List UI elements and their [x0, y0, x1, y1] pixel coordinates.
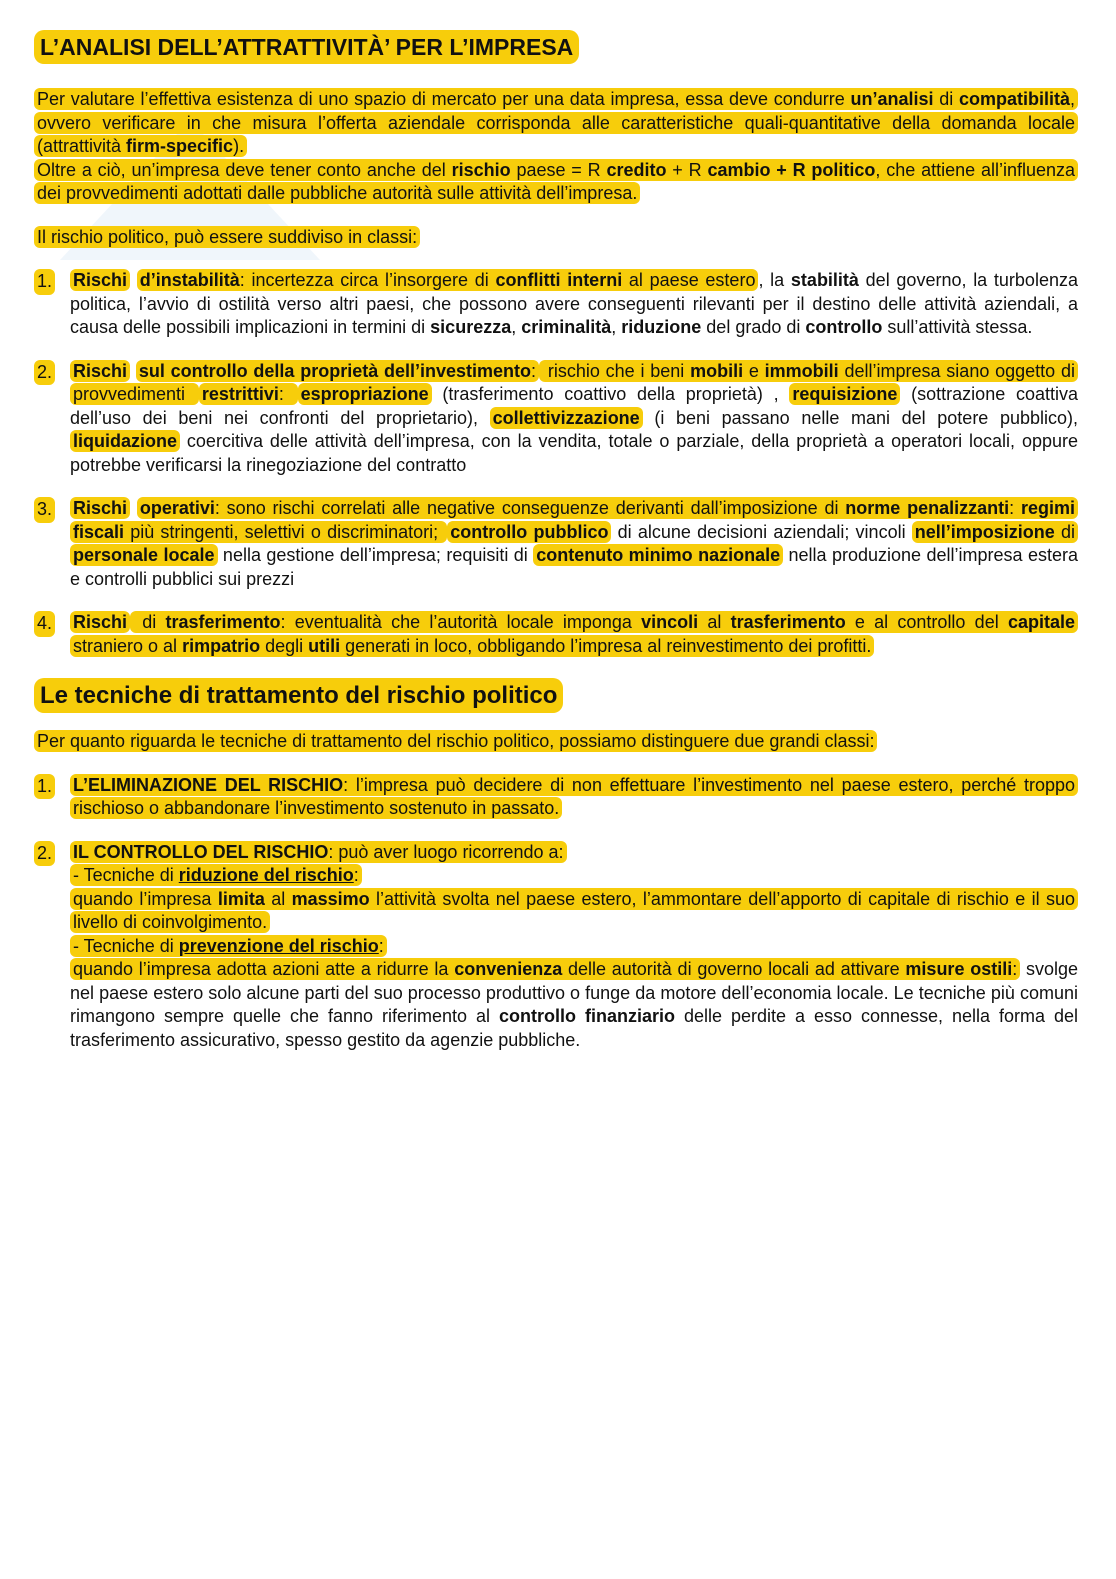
text-segment: di alcune decisioni aziendali; vincoli [611, 521, 912, 542]
highlighted-text [179, 865, 354, 885]
text-segment: un’analisi [850, 89, 934, 109]
treatment-list [34, 774, 1078, 1053]
text-segment: collettivizzazione [492, 407, 640, 428]
text-segment: : [353, 865, 359, 885]
text-segment: 4. [34, 611, 55, 637]
text-segment: Per quanto riguarda le tecniche di trattamento del rischio politico, possiamo distinguere due grandi classi: [34, 730, 877, 752]
highlighted-text [136, 360, 539, 382]
highlighted-text [70, 888, 1078, 934]
highlighted-text [447, 521, 611, 543]
text-segment: di [933, 89, 959, 109]
text-segment: dell’impresa siano oggetto di provvedimenti [73, 360, 1075, 404]
highlighted-text [179, 936, 379, 956]
text-segment: , che attiene all’influenza dei provvedimenti adottati dalle pubbliche autorità sulle attività dell’impresa. [37, 159, 1076, 203]
risk-item-transfer [34, 611, 1078, 658]
highlighted-text [70, 774, 1078, 820]
highlighted-text [137, 269, 759, 291]
text-segment: nella gestione dell’impresa; requisiti di [217, 545, 534, 565]
text-segment: regimi fiscali [73, 498, 1075, 542]
highlighted-text [70, 864, 362, 886]
text-segment: espropriazione [300, 384, 429, 404]
text-segment: rischio [451, 159, 511, 180]
text-segment: firm-specific [126, 136, 234, 156]
text-segment: Oltre a ciò, un’impresa deve tener conto anche del [37, 159, 452, 180]
highlighted-text [70, 841, 567, 863]
intro-paragraph-3 [34, 226, 1078, 250]
text-segment: restrittivi [201, 384, 279, 404]
text-segment: criminalità [521, 317, 612, 337]
risk-item-operational [34, 497, 1078, 591]
text-segment: L’ANALISI DELL’ATTRATTIVITÀ’ PER L’IMPRESA [34, 30, 579, 64]
text-segment: 3. [34, 497, 55, 523]
highlighted-text [70, 360, 130, 382]
text-segment: trasferimento [730, 612, 846, 632]
text-segment: L’ELIMINAZIONE DEL RISCHIO [73, 774, 344, 795]
text-segment: ). [233, 136, 245, 156]
text-segment: e al controllo del [845, 612, 1008, 632]
text-segment: cambio + R politico [707, 159, 876, 180]
text-segment: coercitiva delle attività dell’impresa, con la vendita, totale o parziale, della proprietà a operatori locali, oppure potrebbe verificarsi la rinegoziazione del contratto [70, 431, 1078, 475]
text-segment: 2. [34, 360, 55, 386]
text-segment: delle perdite a esso connesse, nella forma del trasferimento assicurativo, spesso gestito da agenzie pubbliche. [70, 1006, 1078, 1050]
text-segment: : [278, 384, 295, 404]
text-segment: personale locale [73, 545, 215, 565]
text-segment: , [511, 317, 522, 337]
text-segment: massimo [291, 888, 370, 909]
text-segment: utili [308, 635, 341, 656]
highlighted-text [70, 611, 130, 633]
text-segment: Rischi [73, 612, 128, 632]
text-segment: di [133, 612, 166, 632]
text-segment: controllo finanziario [499, 1006, 675, 1026]
text-segment: 2. [34, 841, 55, 867]
text-segment: 1. [34, 269, 55, 295]
text-segment: del grado di [701, 317, 806, 337]
text-segment: al [264, 888, 292, 909]
text-segment: rimpatrio [182, 635, 261, 656]
text-segment: del governo, la turbolenza politica, l’avvio di ostilità verso altri paesi, che possono avere conseguenti rilevanti per il destino delle attività aziendali, a causa delle possibili implicazioni in termini di [70, 270, 1078, 337]
text-segment: misure ostili [905, 959, 1013, 979]
text-segment: credito [606, 159, 667, 180]
text-segment: sull’attività stessa. [882, 317, 1033, 337]
text-segment: al [698, 612, 731, 632]
section-title-treatment [34, 678, 1078, 714]
highlighted-text [34, 88, 1078, 157]
text-segment: quando l’impresa [73, 888, 218, 909]
highlighted-text [70, 430, 180, 452]
text-segment: nella produzione dell’impresa estera e controlli pubblici sui prezzi [70, 545, 1078, 589]
text-segment: : [1009, 498, 1021, 518]
text-segment: compatibilità [958, 89, 1070, 109]
intro-paragraph-2 [34, 159, 1078, 206]
highlighted-text [533, 544, 783, 566]
text-segment: l’attività svolta nel paese estero, l’ammontare dell’apporto di capitale di rischio e il suo livello di coinvolgimento. [73, 888, 1075, 932]
highlighted-text [70, 935, 387, 957]
text-segment: convenienza [454, 959, 563, 979]
treatment-item-elimination [34, 774, 1078, 821]
text-segment: stabilità [790, 270, 859, 290]
text-segment: - Tecniche di [73, 865, 179, 885]
text-segment: quando l’impresa adotta azioni atte a ridurre la [73, 959, 455, 979]
text-segment: controllo [805, 317, 883, 337]
text-segment: : sono rischi correlati alle negative conseguenze derivanti dall’imposizione di [214, 498, 846, 518]
text-segment: - Tecniche di [73, 935, 179, 956]
treatment-item-control [34, 841, 1078, 1053]
text-segment: capitale [1007, 612, 1075, 632]
risk-list [34, 269, 1078, 658]
text-segment: : [531, 360, 537, 381]
text-segment: di [1054, 521, 1076, 542]
page-title [34, 30, 1078, 64]
text-segment: paese = R [510, 159, 607, 180]
text-segment: svolge nel paese estero solo alcune parti del suo processo produttivo o funge da motore dell’economia locale. Le tecniche più comuni rimangono sempre quelle che fanno riferimento al [70, 959, 1078, 1026]
highlighted-text [789, 383, 900, 405]
text-segment: degli [260, 635, 309, 656]
text-segment: , ovvero verificare in che misura l’offerta aziendale corrisponda alle caratteristiche quali-quantitative della domanda locale (attrattività [37, 89, 1075, 156]
text-segment: Rischi [73, 498, 128, 518]
text-segment: 1. [34, 774, 55, 800]
text-segment: contenuto minimo nazionale [536, 545, 781, 565]
text-segment: sul controllo della proprietà dell’investimento [138, 360, 532, 381]
risk-item-ownership [34, 360, 1078, 478]
text-segment: riduzione [621, 317, 702, 337]
text-segment: Le tecniche di trattamento del rischio politico [34, 678, 563, 713]
text-segment: riduzione del rischio [178, 865, 354, 885]
text-segment: operativi [139, 498, 215, 518]
section2-intro [34, 730, 1078, 754]
highlighted-text [490, 407, 643, 429]
highlighted-text [70, 611, 1078, 657]
text-segment: generati in loco, obbligando l’impresa al reinvestimento dei profitti. [340, 635, 872, 656]
text-segment: norme penalizzanti [845, 498, 1010, 518]
text-segment: al paese estero [622, 270, 756, 290]
text-segment: vincoli [641, 612, 699, 632]
text-segment: (trasferimento coattivo della proprietà) , [431, 384, 790, 404]
text-segment: : l’impresa può decidere di non effettuare l’investimento nel paese estero, perché troppo rischioso o abbandonare l’investimento sostenuto in passato. [73, 774, 1076, 818]
text-segment: (i beni passano nelle mani del potere pubblico), [642, 407, 1078, 428]
text-segment: : [1012, 959, 1018, 979]
text-segment: più stringenti, selettivi o discriminatori; [124, 521, 445, 542]
text-segment: conflitti interni [495, 270, 623, 290]
text-segment: rischio che i beni [542, 360, 691, 381]
text-segment: IL CONTROLLO DEL RISCHIO [73, 841, 329, 862]
text-segment: e [743, 360, 765, 381]
text-segment: + R [666, 159, 708, 180]
text-segment: : eventualità che l’autorità locale imponga [280, 612, 642, 632]
text-segment: sicurezza [430, 317, 512, 337]
highlighted-text [34, 159, 1078, 205]
highlighted-text [70, 958, 1020, 980]
text-segment: Il rischio politico, può essere suddiviso in classi: [34, 226, 420, 248]
text-segment: Per valutare l’effettiva esistenza di uno spazio di mercato per una data impresa, essa deve condurre [37, 89, 851, 109]
text-segment: requisizione [792, 384, 898, 404]
text-segment: liquidazione [73, 431, 178, 451]
highlighted-text [70, 269, 130, 291]
highlighted-text [199, 383, 298, 405]
text-segment: , la [758, 270, 791, 290]
text-segment: : incertezza circa l’insorgere di [239, 270, 496, 290]
text-segment: limita [217, 888, 265, 909]
text-segment: delle autorità di governo locali ad attivare [562, 959, 906, 979]
risk-item-instability [34, 269, 1078, 340]
text-segment: immobili [764, 360, 839, 381]
text-segment: straniero o al [73, 635, 183, 656]
text-segment: controllo pubblico [450, 521, 609, 542]
text-segment: d’instabilità [139, 270, 240, 290]
document-page [34, 30, 1078, 1072]
text-segment: Rischi [73, 270, 128, 290]
text-segment: mobili [690, 360, 744, 381]
intro-paragraph-1 [34, 88, 1078, 159]
text-segment: nell’imposizione [914, 521, 1055, 542]
text-segment: Rischi [73, 360, 128, 381]
highlighted-text [298, 383, 432, 405]
text-segment: , [611, 317, 622, 337]
text-segment: : può aver luogo ricorrendo a: [328, 841, 564, 862]
text-segment: trasferimento [165, 612, 281, 632]
text-segment: prevenzione del rischio [178, 935, 379, 956]
text-segment: (sottrazione coattiva dell’uso dei beni nei confronti del proprietario), [70, 384, 1079, 428]
highlighted-text [70, 497, 130, 519]
text-segment: : [378, 935, 384, 956]
